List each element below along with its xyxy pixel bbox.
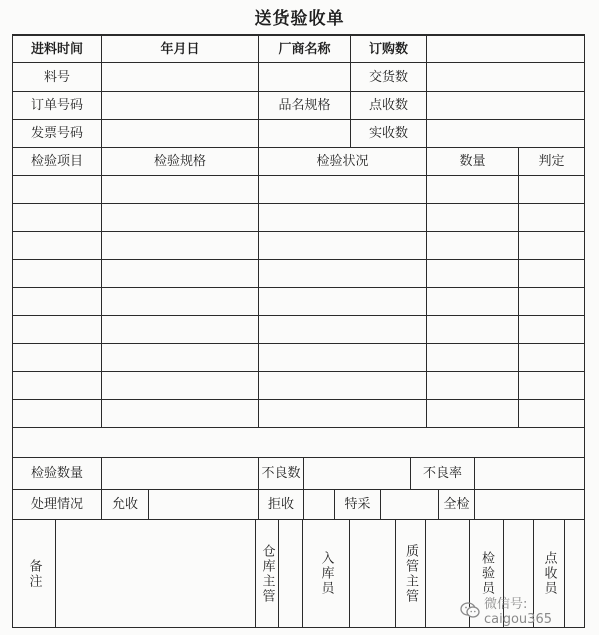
entry-time-label: 进料时间 [30, 41, 83, 57]
inspected-qty-label: 检验数量 [30, 466, 83, 481]
date-label: 年月日 [160, 41, 200, 57]
warehouse-supervisor-label: 仓库主管 [259, 543, 275, 604]
counted-qty-label: 点收数 [368, 98, 408, 113]
remarks-label: 备注 [26, 558, 42, 589]
part-no-label: 料号 [43, 69, 70, 85]
form-title: 送货验收单 [254, 9, 345, 29]
accept-option: 允收 [111, 497, 138, 512]
order-no-label: 订单号码 [30, 98, 83, 113]
watermark [460, 597, 599, 627]
full-inspection-option: 全检 [443, 497, 470, 512]
quality-supervisor-label: 质管主管 [403, 543, 418, 604]
inspector-label: 检验员 [479, 551, 494, 596]
wechat-icon [460, 601, 480, 619]
warehouse-clerk-label: 入库员 [318, 551, 334, 596]
disposition-label: 处理情况 [30, 497, 83, 512]
quantity-header: 数量 [459, 154, 486, 169]
defect-rate-label: 不良率 [422, 466, 462, 481]
defect-qty-label: 不良数 [261, 466, 301, 481]
delivered-qty-label: 交货数 [368, 69, 408, 85]
invoice-no-label: 发票号码 [30, 126, 83, 141]
order-qty-label: 订购数 [368, 41, 408, 57]
special-acceptance-option: 特采 [344, 497, 371, 512]
product-spec-label: 品名规格 [278, 98, 331, 113]
reject-option: 拒收 [267, 497, 294, 512]
inspection-status-header: 检验状况 [316, 154, 369, 169]
actual-qty-label: 实收数 [368, 126, 408, 141]
inspection-item-header: 检验项目 [30, 154, 83, 169]
watermark-text: 微信号: caigou365 [484, 597, 552, 627]
vendor-name-label: 厂商名称 [278, 41, 331, 57]
judgement-header: 判定 [538, 154, 565, 169]
inspection-spec-header: 检验规格 [153, 154, 206, 169]
receiver-label: 点收员 [541, 551, 557, 596]
